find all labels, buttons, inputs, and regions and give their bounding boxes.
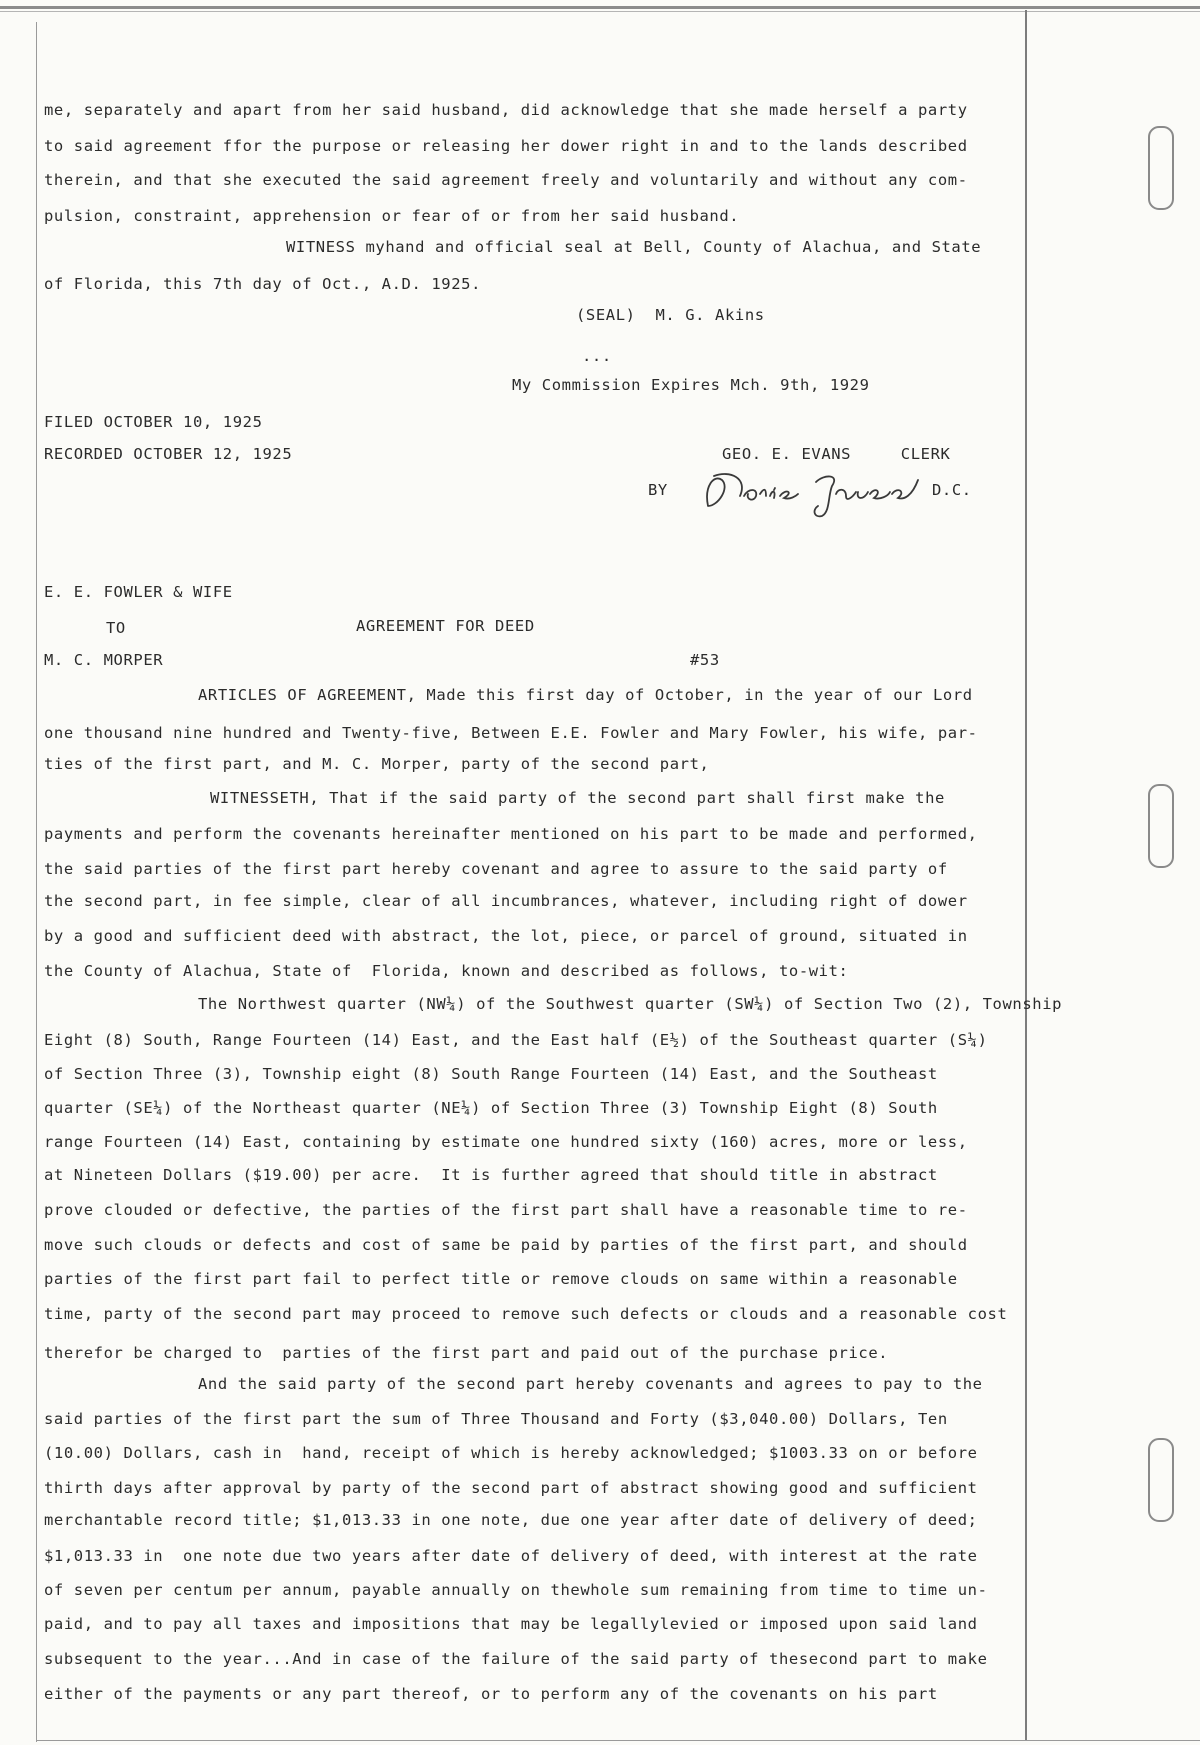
text-line: said parties of the first part the sum of Three Thousand and Forty ($3,040.00) Dollars, Ten bbox=[44, 1410, 948, 1428]
text-line: The Northwest quarter (NW¼) of the Southwest quarter (SW¼) of Section Two (2), Township bbox=[198, 995, 1063, 1013]
text-line: of Florida, this 7th day of Oct., A.D. 1925. bbox=[44, 275, 481, 293]
text-line: either of the payments or any part thereof, or to perform any of the covenants on his part bbox=[44, 1685, 938, 1703]
ellipsis-mark: ... bbox=[582, 347, 612, 365]
text-line: $1,013.33 in one note due two years after date of delivery of deed, with interest at the rate bbox=[44, 1547, 978, 1565]
dc-label: D.C. bbox=[932, 481, 972, 499]
text-line: at Nineteen Dollars ($19.00) per acre. It is further agreed that should title in abstract bbox=[44, 1166, 938, 1184]
to-label: TO bbox=[106, 619, 126, 637]
text-line: payments and perform the covenants hereinafter mentioned on his part to be made and performed, bbox=[44, 825, 978, 843]
document-title: AGREEMENT FOR DEED bbox=[356, 617, 535, 635]
text-line: ARTICLES OF AGREEMENT, Made this first day of October, in the year of our Lord bbox=[198, 686, 973, 704]
text-line: (10.00) Dollars, cash in hand, receipt of which is hereby acknowledged; $1003.33 on or before bbox=[44, 1444, 978, 1462]
recorded-date: RECORDED OCTOBER 12, 1925 bbox=[44, 445, 293, 463]
text-line: of seven per centum per annum, payable annually on thewhole sum remaining from time to time un- bbox=[44, 1581, 988, 1599]
parties-heading: E. E. FOWLER & WIFE bbox=[44, 583, 233, 601]
binder-hole-icon bbox=[1148, 784, 1174, 868]
text-line: move such clouds or defects and cost of same be paid by parties of the first part, and should bbox=[44, 1236, 968, 1254]
text-line: ties of the first part, and M. C. Morper, party of the second part, bbox=[44, 755, 710, 773]
text-line: pulsion, constraint, apprehension or fear of or from her said husband. bbox=[44, 207, 740, 225]
record-number: #53 bbox=[690, 651, 720, 669]
text-line: range Fourteen (14) East, containing by estimate one hundred sixty (160) acres, more or less, bbox=[44, 1133, 968, 1151]
text-line: one thousand nine hundred and Twenty-five, Between E.E. Fowler and Mary Fowler, his wife, par- bbox=[44, 724, 978, 742]
text-line: the County of Alachua, State of Florida, known and described as follows, to-wit: bbox=[44, 962, 849, 980]
by-label: BY bbox=[648, 481, 668, 499]
text-line: thirth days after approval by party of the second part of abstract showing good and sufficient bbox=[44, 1479, 978, 1497]
text-line: therein, and that she executed the said agreement freely and voluntarily and without any com- bbox=[44, 171, 968, 189]
notary-seal-line: (SEAL) M. G. Akins bbox=[576, 306, 765, 324]
text-line: therefor be charged to parties of the first part and paid out of the purchase price. bbox=[44, 1344, 889, 1362]
text-line: paid, and to pay all taxes and impositions that may be legallylevied or imposed upon said land bbox=[44, 1615, 978, 1633]
text-line: of Section Three (3), Township eight (8) South Range Fourteen (14) East, and the Southeast bbox=[44, 1065, 938, 1083]
text-line: by a good and sufficient deed with abstract, the lot, piece, or parcel of ground, situated in bbox=[44, 927, 968, 945]
right-margin-rule bbox=[1025, 10, 1027, 1740]
grantee-name: M. C. MORPER bbox=[44, 651, 164, 669]
commission-expiry: My Commission Expires Mch. 9th, 1929 bbox=[512, 376, 870, 394]
text-line: And the said party of the second part hereby covenants and agrees to pay to the bbox=[198, 1375, 983, 1393]
filed-date: FILED OCTOBER 10, 1925 bbox=[44, 413, 263, 431]
text-line: WITNESSETH, That if the said party of the second part shall first make the bbox=[210, 789, 945, 807]
text-line: time, party of the second part may proceed to remove such defects or clouds and a reasonable cost bbox=[44, 1305, 1008, 1323]
text-line: the said parties of the first part hereby covenant and agree to assure to the said party of bbox=[44, 860, 948, 878]
text-line: prove clouded or defective, the parties of the first part shall have a reasonable time to re- bbox=[44, 1201, 968, 1219]
text-line: Eight (8) South, Range Fourteen (14) East, and the East half (E½) of the Southeast quarter (S¼) bbox=[44, 1031, 988, 1049]
text-line: me, separately and apart from her said husband, did acknowledge that she made herself a party bbox=[44, 101, 968, 119]
text-line: parties of the first part fail to perfect title or remove clouds on same within a reasonable bbox=[44, 1270, 958, 1288]
left-margin-rule bbox=[36, 22, 37, 1742]
binder-hole-icon bbox=[1148, 126, 1174, 210]
binder-hole-icon bbox=[1148, 1438, 1174, 1522]
text-line: quarter (SE¼) of the Northeast quarter (NE¼) of Section Three (3) Township Eight (8) South bbox=[44, 1099, 938, 1117]
signature-icon bbox=[700, 466, 932, 520]
top-rule bbox=[0, 6, 1200, 9]
text-line: WITNESS myhand and official seal at Bell, County of Alachua, and State bbox=[286, 238, 982, 256]
text-line: to said agreement ffor the purpose or releasing her dower right in and to the lands described bbox=[44, 137, 968, 155]
bottom-rule bbox=[36, 1740, 1200, 1741]
top-rule-secondary bbox=[0, 11, 1200, 12]
clerk-name: GEO. E. EVANS CLERK bbox=[722, 445, 951, 463]
text-line: subsequent to the year...And in case of the failure of the said party of thesecond part to make bbox=[44, 1650, 988, 1668]
text-line: the second part, in fee simple, clear of all incumbrances, whatever, including right of dower bbox=[44, 892, 968, 910]
text-line: merchantable record title; $1,013.33 in one note, due one year after date of delivery of deed; bbox=[44, 1511, 978, 1529]
